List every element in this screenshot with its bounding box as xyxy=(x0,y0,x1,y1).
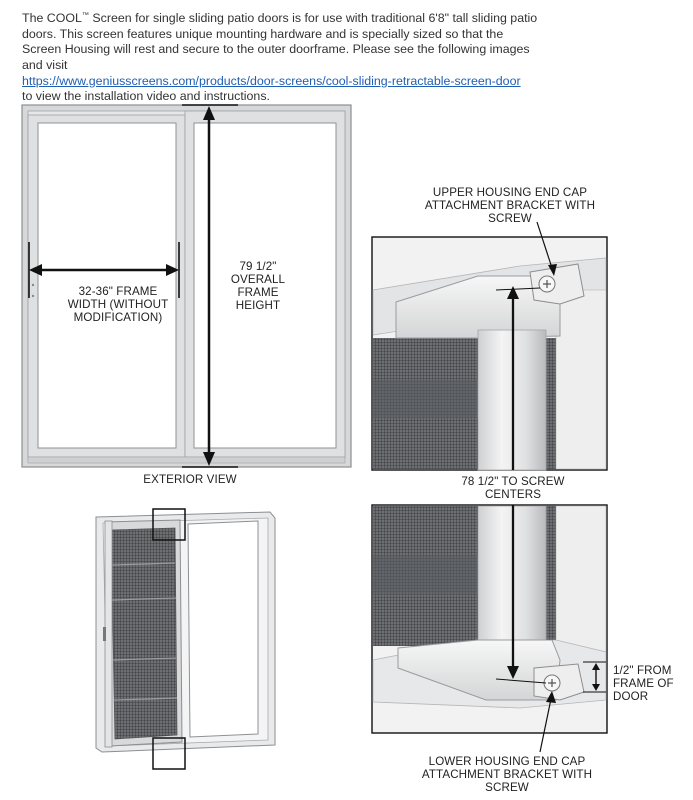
door-with-screen-drawing xyxy=(96,509,275,769)
intro-text-body: Screen for single sliding patio doors is for use with traditional 6'8" tall sliding patio doors. This screen features unique mounting hardware and is specially sized so that the Screen Housing will rest and secure to the outer doorframe. Please see the following images and visit xyxy=(22,11,538,72)
screw-centers-label: 78 1/2" TO SCREW CENTERS xyxy=(448,475,578,501)
frame-height-label: 79 1/2" OVERALL FRAME HEIGHT xyxy=(230,260,286,312)
upper-detail-image xyxy=(372,237,607,470)
frame-offset-label: 1/2" FROM FRAME OF DOOR xyxy=(613,664,674,703)
intro-text-end: to view the installation video and instructions. xyxy=(22,89,270,104)
lower-bracket-callout: LOWER HOUSING END CAP ATTACHMENT BRACKET WITH SCREW xyxy=(421,755,593,794)
intro-text-start: The COOL xyxy=(22,11,82,26)
install-video-link[interactable]: https://www.geniusscreens.com/products/door-screens/cool-sliding-retractable-screen-door xyxy=(22,73,521,88)
frame-width-label: 32-36" FRAME WIDTH (WITHOUT MODIFICATION) xyxy=(67,285,169,324)
lower-detail-image xyxy=(372,505,607,733)
upper-bracket-callout: UPPER HOUSING END CAP ATTACHMENT BRACKET WITH SCREW xyxy=(424,186,596,225)
trademark-symbol: ™ xyxy=(81,12,89,19)
exterior-view-caption: EXTERIOR VIEW xyxy=(143,473,237,486)
